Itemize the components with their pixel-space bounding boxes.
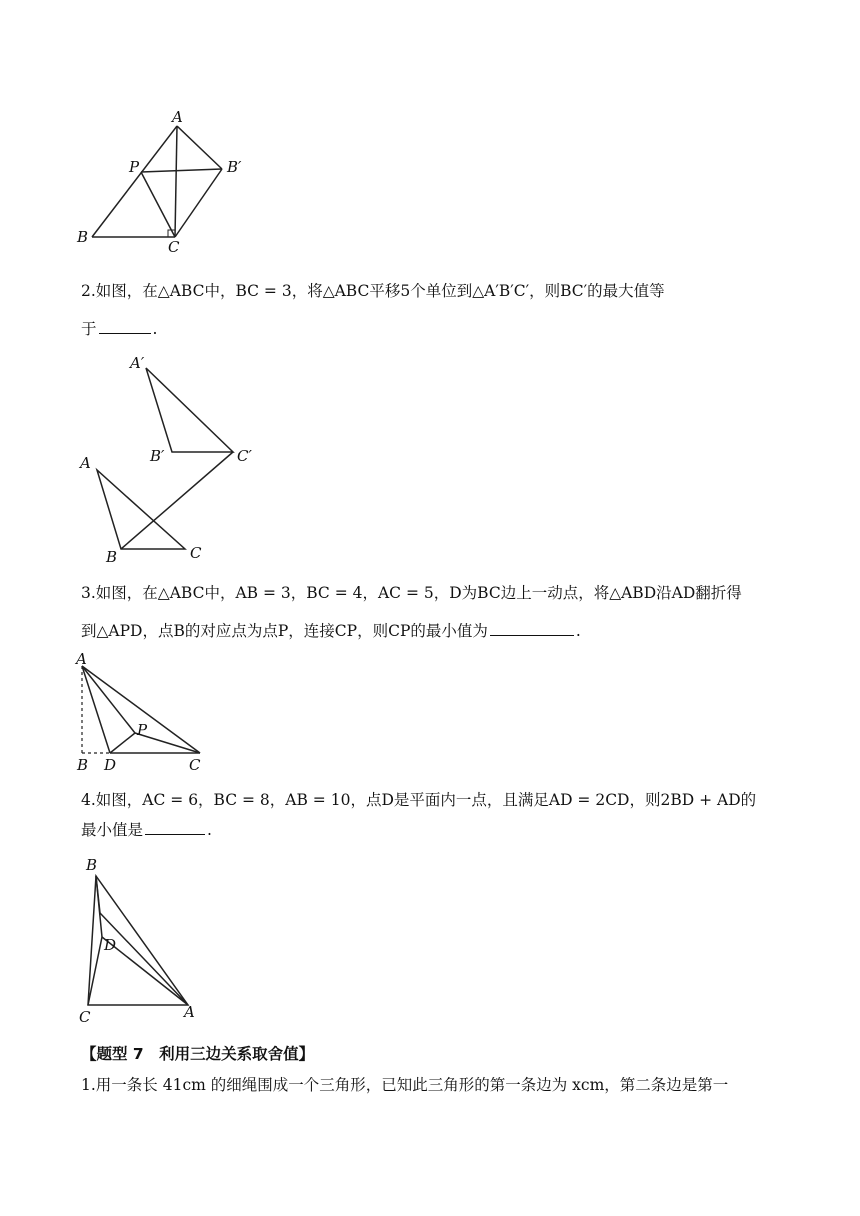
segment-PB-prime bbox=[141, 169, 222, 172]
problem-4 bbox=[81, 781, 791, 849]
label-B: B bbox=[77, 756, 89, 774]
segment-BC-prime bbox=[121, 452, 233, 549]
label-D: D bbox=[104, 756, 117, 774]
problem-2-number: 2. bbox=[81, 282, 96, 300]
label-A: A bbox=[76, 650, 87, 668]
label-B: B bbox=[86, 856, 98, 874]
problem-3-number: 3. bbox=[81, 584, 96, 602]
answer-blank-4[interactable] bbox=[145, 819, 205, 836]
answer-blank-3[interactable] bbox=[490, 620, 574, 637]
problem-section7-1 bbox=[81, 1066, 791, 1104]
label-A: A bbox=[184, 1003, 195, 1021]
problem-4-text: 如图，AC = 6，BC = 8，AB = 10，点D是平面内一点，且满足AD = 2CD，则2BD + AD的 bbox=[95, 791, 757, 809]
segment-B-prime-C bbox=[175, 169, 222, 237]
label-B: B bbox=[77, 228, 89, 246]
label-D: D bbox=[104, 936, 117, 954]
problem-section7-1-number: 1. bbox=[81, 1076, 96, 1094]
problem-2-text-cont: 于 bbox=[81, 320, 97, 338]
label-A: A bbox=[172, 108, 183, 126]
segment-PC bbox=[141, 172, 175, 237]
problem-3 bbox=[81, 574, 791, 650]
label-B-prime: B′ bbox=[150, 447, 165, 465]
triangle-ABC bbox=[97, 470, 185, 549]
problem-2-text: 如图，在△ABC中，BC = 3，将△ABC平移5个单位到△A′B′C′，则BC′的最大值等 bbox=[95, 282, 665, 300]
label-C: C bbox=[189, 756, 201, 774]
problem-2-line-2 bbox=[81, 310, 791, 348]
label-P: P bbox=[129, 158, 140, 176]
label-B-prime: B′ bbox=[227, 158, 242, 176]
label-A: A bbox=[80, 454, 91, 472]
segment-EA bbox=[100, 913, 188, 1005]
segment-AB bbox=[92, 126, 177, 237]
label-C: C bbox=[168, 238, 180, 256]
segment-DP bbox=[110, 733, 135, 753]
label-A-prime: A′ bbox=[130, 354, 145, 372]
segment-AC bbox=[175, 126, 177, 237]
problem-2-period: . bbox=[152, 320, 158, 338]
segment-AD bbox=[82, 666, 110, 753]
problem-section7-1-text: 用一条长 41cm 的细绳围成一个三角形，已知此三角形的第一条边为 xcm，第二条边是第一 bbox=[95, 1076, 729, 1094]
problem-3-period: . bbox=[575, 622, 581, 640]
label-B: B bbox=[106, 548, 118, 566]
segment-AB-prime bbox=[177, 126, 222, 169]
problem-3-line-2 bbox=[81, 612, 791, 650]
segment-AC bbox=[82, 666, 200, 753]
label-P: P bbox=[137, 721, 148, 739]
problem-4-text-cont: 最小值是 bbox=[81, 821, 144, 839]
problem-3-text-cont: 到△APD，点B的对应点为点P，连接CP，则CP的最小值为 bbox=[81, 622, 488, 640]
figure-2-translation bbox=[75, 348, 275, 568]
problem-2-line-1 bbox=[81, 272, 791, 310]
label-C-prime: C′ bbox=[237, 447, 252, 465]
triangle-ABC bbox=[88, 876, 188, 1005]
figure-3-folding bbox=[72, 648, 212, 774]
label-C: C bbox=[79, 1008, 91, 1026]
figure-1-parallelogram bbox=[70, 105, 260, 255]
problem-2 bbox=[81, 272, 791, 348]
triangle-A-prime-B-prime-C-prime bbox=[146, 368, 233, 452]
problem-3-text: 如图，在△ABC中，AB = 3，BC = 4，AC = 5，D为BC边上一动点，将△ABD沿AD翻折得 bbox=[95, 584, 742, 602]
problem-3-line-1 bbox=[81, 574, 791, 612]
problem-4-number: 4. bbox=[81, 791, 96, 809]
label-C: C bbox=[190, 544, 202, 562]
answer-blank-2[interactable] bbox=[99, 318, 151, 335]
problem-section7-1-line-1 bbox=[81, 1066, 791, 1104]
section-heading: 【题型 7 利用三边关系取舍值】 bbox=[81, 1045, 315, 1063]
problem-4-period: . bbox=[207, 821, 212, 839]
figure-4-triangle bbox=[74, 852, 204, 1030]
